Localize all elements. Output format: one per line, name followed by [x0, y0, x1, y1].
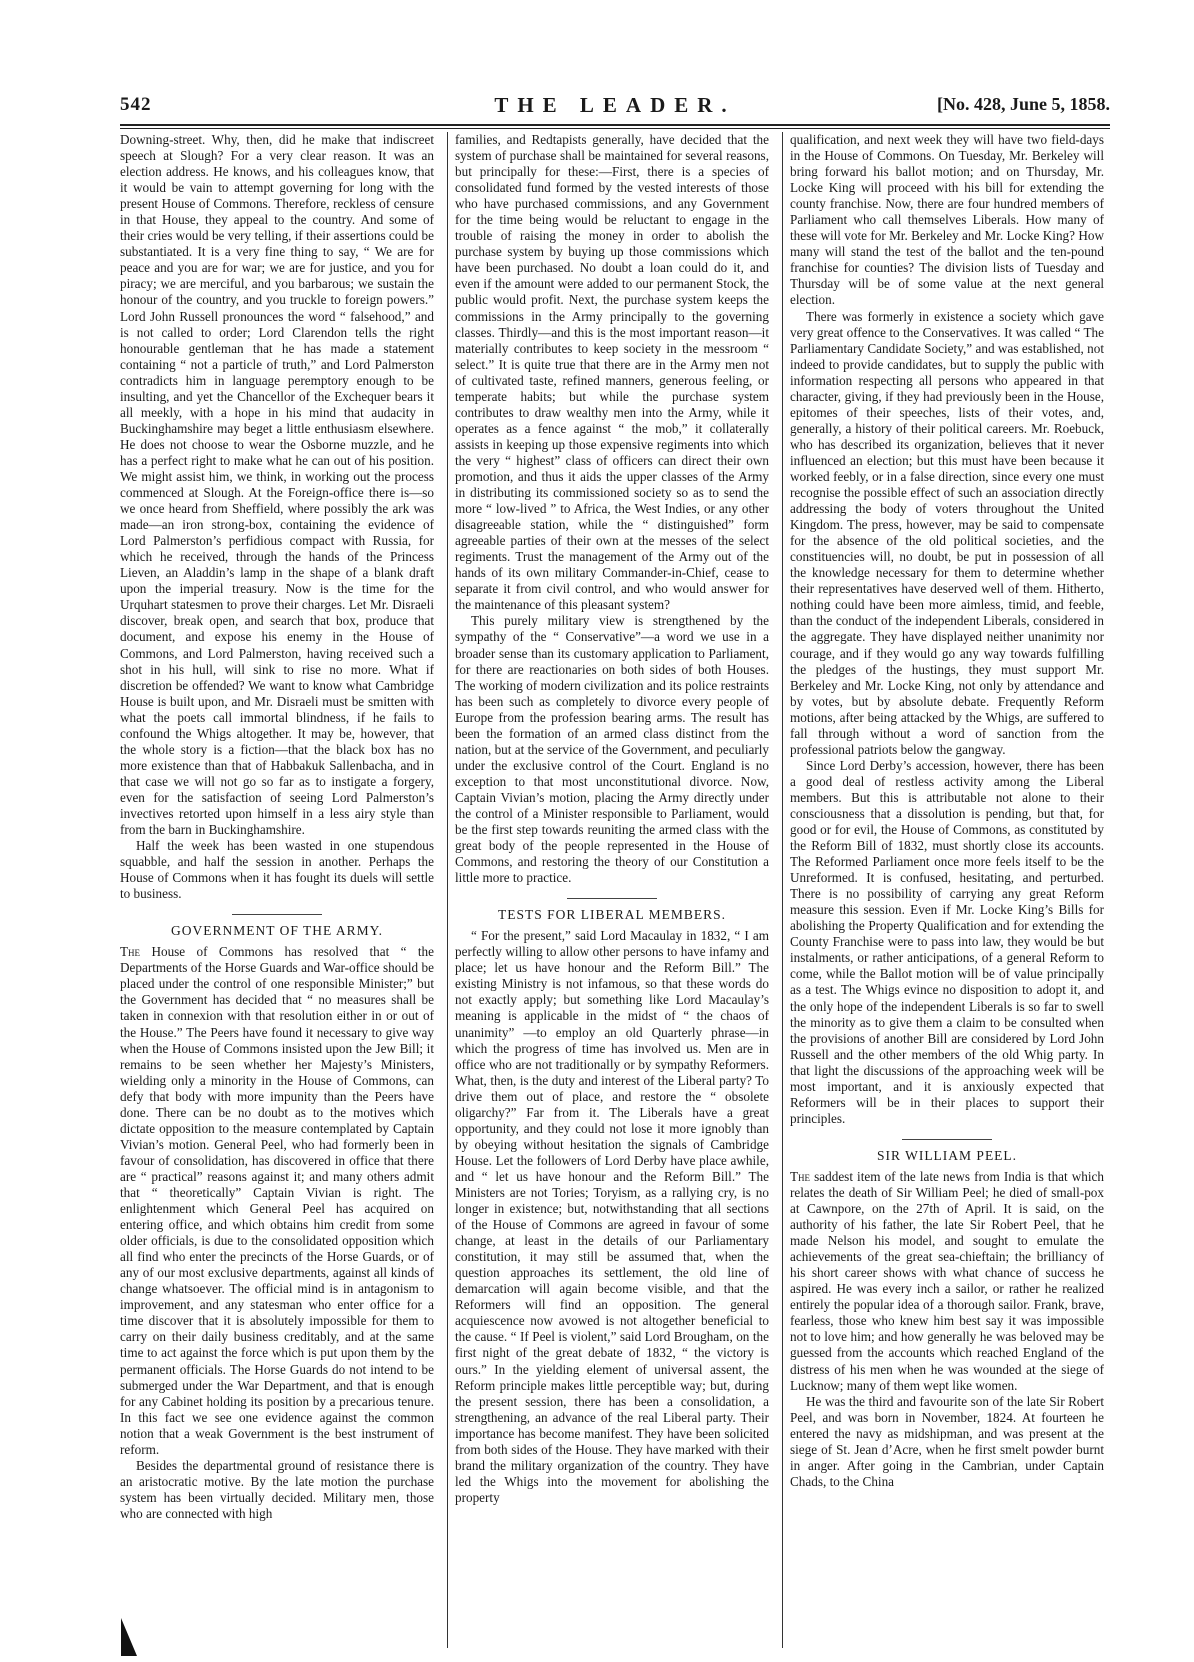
section-title-government-of-the-army: GOVERNMENT OF THE ARMY.	[170, 923, 384, 939]
section-title-sir-william-peel: SIR WILLIAM PEEL.	[876, 1147, 1018, 1163]
article-paragraph: families, and Redtapists generally, have decided that the system of purchase shall be maintained for several reasons, but principally for these:—First, there is a species of consolidated fund formed by the vested interests of those who have purchased commissions, and any Government for the time being would be reluctant to engage in the trouble of raising the money in order to abolish the purchase system by buying up those commissions which have been purchased. No doubt a loan could do it, and even if the amount were added to our permanent Stock, the public would profit. Next, the purchase system keeps the commissions in the Army principally to the governing classes. Thirdly—and this is the most important reason—it materially contributes to keep society in the messroom “ select.” It is quite true that there are in the Army men not of cultivated taste, refined manners, generous feeling, or temperate habits; but while the purchase system contributes to draw wealthy men into the Army, while it operates as a fence against “ the mob,” it collaterally assists in keeping up those expensive regiments into which the very “ highest” class of officers can direct their own promotion, and thus it aids the upper classes of the Army in distributing its commissioned society so as to send the more “ low-lived ” to Africa, the West Indies, or any other disagreeable station, while the “ distinguished” form agreeable parties of their own at the messes of the select regiments. Trust the management of the Army out of the hands of its own military Commander-in-Chief, cease to separate it from civil control, and who would answer for the maintenance of this pleasant system?	[455, 132, 769, 613]
page-header	[120, 94, 1110, 120]
masthead-title: THE LEADER.	[494, 93, 736, 117]
paragraph-text: saddest item of the late news from India is that which relates the death of Sir William Peel; he died of small-pox at Cawnpore, on the 27th of April. It is said, on the authority of his father, the late Sir Robert Peel, that he made Nelson his model, and sought to emulate the achievements of the great sea-chieftain; the brilliancy of his short career shows with what chance of success he aspired. He was every inch a sailor, or rather he realized entirely the popular idea of a thorough sailor. Frank, brave, fearless, those who knew him best say it was impossible not to love him; and how generally he was beloved may be guessed from the accounts which reached England of the distress of his men when he was wounded at the siege of Lucknow; many of them wept like women.	[790, 1168, 1104, 1393]
article-paragraph: He was the third and favourite son of the late Sir Robert Peel, and was born in November, 1824. At fourteen he entered the navy as midshipman, and was present at the siege of St. Jean d’Acre, when he first smelt powder burnt in anger. After going in the Cambrian, under Captain Chads, to the China	[790, 1393, 1104, 1489]
section-separator	[902, 1139, 992, 1140]
paragraph-text: House of Commons has resolved that “ the Departments of the Horse Guards and War-office should be placed under the control of one responsible Minister;” but the Government has decided that “ no measures shall be taken in connexion with that resolution either in or out of the House.” The Peers have found it necessary to give way when the House of Commons insisted upon the Jew Bill; it remains to be seen whether her Majesty’s Ministers, wielding only a minority in the House of Commons, can defy that body with more impunity than the Peers have done. There can be no doubt as to the motives which dictate opposition to the measure contemplated by Captain Vivian’s motion. General Peel, who had formerly been in favour of consolidation, has discovered in office that there are “ practical” reasons against it; and many others admit that “ theoretically” Captain Vivian is right. The enlightenment which General Peel has acquired on entering office, and which obtains him credit from some older officials, is due to the consolidated opposition which all find who enter the precincts of the Horse Guards, or of any of our most exclusive departments, against all kinds of change whatsoever. The official mind is in antagonism to improvement, and any statesman who enter office for a time discover that it is absolutely impossible for them to carry on their daily business creditably, and at the same time to act against the force which is put upon them by the permanent officials. The Horse Guards do not intend to be submerged under the War Department, and that is enough for any Cabinet holding its position by a precarious tenure. In this fact we see one evidence against the common notion that a weak Government is the best instrument of reform.	[120, 944, 434, 1457]
article-paragraph: This purely military view is strengthened by the sympathy of the “ Conservative”—a word we use in a broader sense than its customary application to Parliament, for there are reactionaries on both sides of both Houses. The working of modern civilization and its police restraints has been such as completely to divorce every people of Europe from the profession bearing arms. The result has been the formation of an armed class distinct from the nation, but at the service of the Government, and peculiarly under the exclusive control of the Court. England is no exception to that most unconstitutional divorce. Now, Captain Vivian’s motion, placing the Army directly under the control of a Minister responsible to Parliament, would be the first step towards reuniting the armed class with the great body of the people represented in the House of Commons, and restoring the theory of our Constitution a little more to practice.	[455, 613, 769, 886]
column-3	[790, 132, 1104, 1648]
column-1	[120, 132, 434, 1648]
section-separator	[232, 914, 322, 915]
page-number: 542	[120, 94, 152, 115]
article-paragraph: Besides the departmental ground of resistance there is an aristocratic motive. By the late motion the purchase system has been virtually decided. Military men, those who are connected with high	[120, 1457, 434, 1521]
drop-lead: The	[790, 1168, 811, 1184]
article-paragraph: There was formerly in existence a society which gave very great offence to the Conservatives. It was called “ The Parliamentary Candidate Society,” and was established, not indeed to provide candidates, but to supply the public with information respecting all persons who appeared in that character, giving, if they had previously been in the House, epitomes of their speeches, lists of their votes, and, generally, a history of their political careers. Mr. Roebuck, who has described its organization, believes that it never influenced an election; but this must have been because it worked feebly, or in a false direction, since every one must recognise the possible effect of such an association directly addressing the body of voters throughout the United Kingdom. The press, however, may be said to compensate for the absence of the old political societies, and the constituencies will, no doubt, be put in possession of all the knowledge necessary for them to determine whether their representatives have deserved well of them. Hitherto, nothing could have been more aimless, timid, and feeble, than the conduct of the independent Liberals, considered in the aggregate. They have displayed neither unanimity nor courage, and if they would go any way towards fulfilling the pledges of the hustings, they must support Mr. Berkeley and Mr. Locke King, not only by attendance and by votes, but by absolute debate. Frequently Reform motions, after being attacked by the Whigs, are suffered to fall through without a word of sanction from the professional patriots below the gangway.	[790, 308, 1104, 757]
drop-lead: The	[120, 944, 141, 960]
article-paragraph: Half the week has been wasted in one stupendous squabble, and half the session in another. Perhaps the House of Commons when it has fought its duels will settle to business.	[120, 838, 434, 902]
article-paragraph	[120, 944, 434, 1458]
corner-mark	[121, 1618, 137, 1656]
issue-info: [No. 428, June 5, 1858.	[936, 94, 1110, 114]
article-paragraph: Since Lord Derby’s accession, however, there has been a good deal of restless activity among the Liberal members. But this is attributable not alone to their consciousness that a dissolution is pending, but that, for good or for evil, the House of Commons, as constituted by the Reform Bill of 1832, must shortly close its accounts. The Reformed Parliament once more feels itself to be the Unreformed. It is confused, hesitating, and perturbed. There is no possibility of carrying any great Reform measure this session. Even if Mr. Locke King’s Bills for abolishing the Property Qualification and for extending the County Franchise were to pass into law, they would be but instalments, or rather anticipations, of a general Reform to come, while the Ballot motion will be of value principally as a test. The Whigs evince no disposition to adopt it, and the only hope of the independent Liberals is so far to swell the minority as to give them a claim to be consulted when the provisions of another Bill are considered by Lord John Russell and the other members of the old Whig party. In that light the discussions of the approaching week will be most important, and it is anxiously expected that Reformers will be in their places to support their principles.	[790, 757, 1104, 1126]
column-divider	[447, 132, 448, 1648]
article-paragraph: qualification, and next week they will have two field-days in the House of Commons. On Tuesday, Mr. Berkeley will bring forward his ballot motion; and on Thursday, Mr. Locke King will proceed with his bill for extending the county franchise. Now, there are four hundred members of Parliament who call themselves Liberals. How many of these will vote for Mr. Berkeley and Mr. Locke King? How many will stand the test of the ballot and the ten-pound franchise for counties? The division lists of Tuesday and Thursday will be of some value at the next general election.	[790, 132, 1104, 308]
column-2	[455, 132, 769, 1648]
column-divider	[782, 132, 783, 1648]
article-paragraph: “ For the present,” said Lord Macaulay in 1832, “ I am perfectly willing to allow other persons to have infamy and place; let us have honour and the Reform Bill.” The existing Ministry is not infamous, so that these words do not exactly apply; but something like Lord Macaulay’s meaning is applicable in the midst of “ the chaos of unanimity” —to employ an old Quarterly phrase—in which the progress of time has involved us. Men are in office who are not traditionally or by sympathy Reformers. What, then, is the duty and interest of the Liberal party? To drive them out of place, and restore the “ obsolete oligarchy?” Far from it. The Liberals have a great opportunity, and they could not lose it more ignobly than by obeying without hesitation the signals of Cambridge House. Let the followers of Lord Derby have place awhile, and “ let us have honour and the Reform Bill.” The Ministers are not Tories; Toryism, as a rallying cry, is no longer in existence; but, notwithstanding that all sections of the House of Commons are agreed in favour of some change, at least in the details of our Parliamentary constitution, it may still be assumed that, when the question approaches its settlement, the old line of demarcation will again become visible, and that the Reformers will find an opposition. The general acquiescence now avowed is not altogether beneficial to the cause. “ If Peel is violent,” said Lord Brougham, on the first night of the great debate of 1832, “ the victory is ours.” In the yielding element of universal assent, the Reform principle makes little perceptible way; but, during the present session, there has been a consolidation, a strengthening, an advance of the real Liberal party. Their importance has become manifest. They have been solicited from both sides of the House. They have marked with their brand the military organization of the country. They have led the Whigs into the movement for abolishing the property	[455, 928, 769, 1505]
header-rule	[120, 124, 1110, 126]
article-paragraph: Downing-street. Why, then, did he make that indiscreet speech at Slough? For a very clear reason. It was an election address. He knows, and his colleagues know, that it would be vain to attempt governing for long with the present House of Commons. Therefore, reckless of censure in that House, they appeal to the country. And some of their cries would be very telling, if their assertions could be substantiated. It is a very fine thing to say, “ We are for peace and you are for war; we are for justice, and you for piracy; we are merciful, and you barbarous; we sustain the honour of the country, and you truckle to foreign powers.” Lord John Russell pronounces the word “ falsehood,” and is not called to order; Lord Clarendon tells the right honourable gentleman that he has made a statement containing “ not a particle of truth,” and Lord Palmerston contradicts him in language peremptory enough to be insulting, and yet the Chancellor of the Exchequer bears it all meekly, with a hope in his mind that audacity in Buckinghamshire may beget a little enthusiasm elsewhere. He does not choose to wear the Osborne muzzle, and he has a perfect right to make what he can out of his position. We might assist him, we think, in working out the process commenced at Slough. At the Foreign-office there is—so we once heard from Sheffield, where possibly the ark was made—an iron strong-box, containing the evidence of Lord Palmerston’s perfidious compact with Russia, for which he received, through the hands of the Princess Lieven, an Aladdin’s lamp in the shape of a blank draft upon the imperial treasury. Now is the time for the Urquhart statesmen to prove their charges. Let Mr. Disraeli discover, break open, and search that box, produce that document, and expose his enemy in the House of Commons, and Lord Palmerston, having received such a shot in his hull, will sink to rise no more. What if discretion be offended? We want to know what Cambridge House is built upon, and Mr. Disraeli must be smitten with what the poets call immortal blindness, if he fails to confound the Whigs altogether. It may be, however, that the whole story is a fiction—that the black box has no more existence than that of Habbakuk Sallenbacha, and in that case we will not go so far as to instigate a forgery, even for the satisfaction of seeing Lord Palmerston’s invectives retorted upon himself in a less airy style than from the barn in Buckinghamshire.	[120, 132, 434, 838]
section-separator	[567, 898, 657, 899]
header-rule-thin	[120, 128, 1110, 129]
section-title-tests-for-liberal-members: TESTS FOR LIBERAL MEMBERS.	[497, 907, 727, 923]
article-paragraph	[790, 1169, 1104, 1394]
